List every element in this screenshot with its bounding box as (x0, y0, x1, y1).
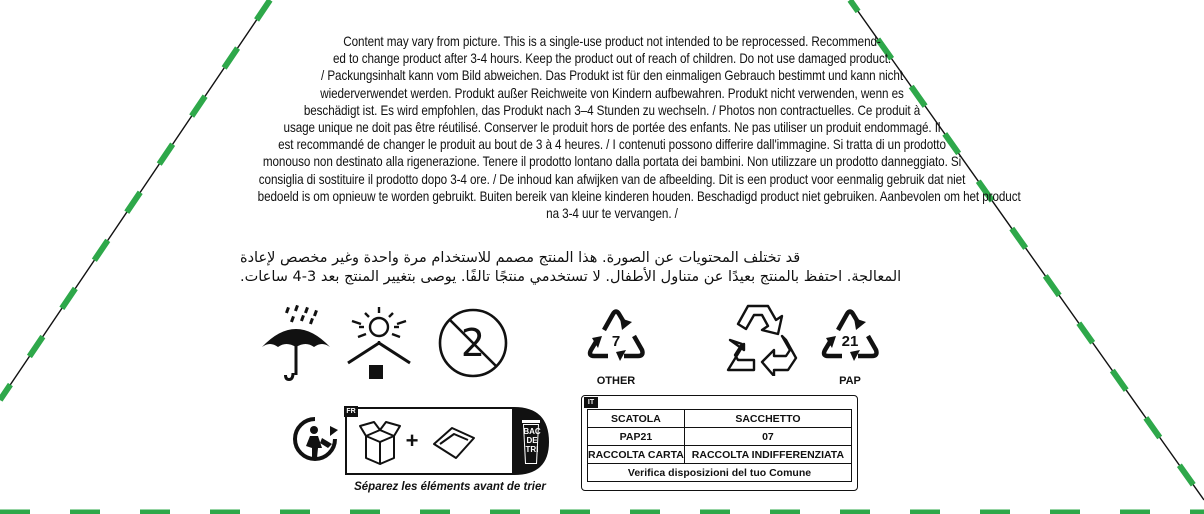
recycle-7-label: OTHER (596, 375, 636, 387)
bin-label-line: DE (526, 436, 538, 445)
disposal-table (587, 409, 852, 482)
warning-line: bedoeld is om opnieuw te worden gebruikt. Buiten bereik van kleine kinderen houden. Beschadigd product niet gebruiken. Aanbevolen om het product (257, 188, 1021, 204)
table-cell: SCATOLA (588, 410, 685, 428)
bin-label-line: BAC (523, 427, 541, 436)
svg-text:2: 2 (460, 321, 486, 365)
warning-line: Content may vary from picture. This is a single-use product not intended to be reprocessed. Recommend- (343, 34, 881, 49)
table-cell: SACCHETTO (684, 410, 851, 428)
table-row (588, 428, 852, 446)
recycling-icon (718, 300, 800, 376)
warning-line: wiederverwendet werden. Produkt außer Reichweite von Kindern aufbewahren. Produkt nicht verwenden, wenn es (320, 85, 904, 101)
warning-line: consiglia di sostituire il prodotto dopo 3-4 ore. / De inhoud kan afwijken van de afbeelding. Dit is een product voor eenmalig gebruik dat niet (258, 171, 966, 187)
triman-caption: Séparez les éléments avant de trier (354, 481, 546, 493)
warning-line: usage unique ne doit pas être réutilisé. Conserver le produit hors de portée des enfants. Ne pas utiliser un produit endommagé. Il (283, 120, 941, 136)
table-footer: Verifica disposizioni del tuo Comune (588, 464, 852, 482)
warning-line: ed to change product after 3-4 hours. Keep the product out of reach of children. Do not use damaged product. (332, 51, 892, 67)
arabic-warning-text (240, 249, 1024, 287)
keep-dry-icon (258, 305, 334, 383)
country-tag-it: IT (584, 397, 598, 408)
warning-line: na 3-4 uur te vervangen. / (546, 206, 678, 222)
recycle-21-number: 21 (841, 333, 859, 350)
triman-logo-icon (292, 416, 338, 462)
table-cell: 07 (684, 428, 851, 446)
warning-line: est recommandé de changer le produit au bout de 3 à 4 heures. / I contenuti possono differire dall'immagine. Si tratta di un prodotto (278, 137, 946, 153)
plus-sign: + (405, 428, 419, 453)
warning-line: beschädigt ist. Es wird empfohlen, das Produkt nach 3–4 Stunden zu wechseln. / Photos non contractuelles. Ce produit à (303, 102, 921, 118)
arabic-line: قد تختلف المحتويات عن الصورة. هذا المنتج مصمم للاستخدام مرة واحدة وغير مخصص لإعادة (240, 250, 801, 266)
warning-line: monouso non destinato alla rigenerazione. Tenere il prodotto lontano dalla portata dei bambini. Non utilizzare un prodotto danneggiato. Si (262, 154, 962, 170)
recycle-21-label: PAP (839, 375, 861, 387)
arabic-line: المعالجة. احتفظ بالمنتج بعيدًا عن متناول الأطفال. لا تستخدمي منتجًا تالفًا. يوصى بتغيير المنتج بعد 3-4 ساعات. (240, 269, 902, 285)
table-row (588, 464, 852, 482)
recycle-7-number: 7 (611, 333, 621, 350)
warning-line: / Packungsinhalt kann vom Bild abweichen. Das Produkt ist für den einmaligen Gebrauch bestimmt und kann nicht (321, 68, 903, 84)
recycle-21-icon (816, 306, 884, 368)
keep-away-sunlight-icon (344, 305, 414, 383)
table-cell: RACCOLTA CARTA (588, 446, 685, 464)
table-row (588, 410, 852, 428)
bin-label-line: TRI (525, 445, 539, 454)
country-tag-fr: FR (344, 406, 358, 417)
recycle-7-icon (582, 306, 650, 368)
bin-label (520, 427, 544, 454)
warning-text-block (257, 33, 1021, 222)
do-not-reuse-icon (436, 306, 510, 380)
table-cell: PAP21 (588, 428, 685, 446)
table-cell: RACCOLTA INDIFFERENZIATA (684, 446, 851, 464)
table-row (588, 446, 852, 464)
italian-disposal-table (581, 395, 858, 491)
